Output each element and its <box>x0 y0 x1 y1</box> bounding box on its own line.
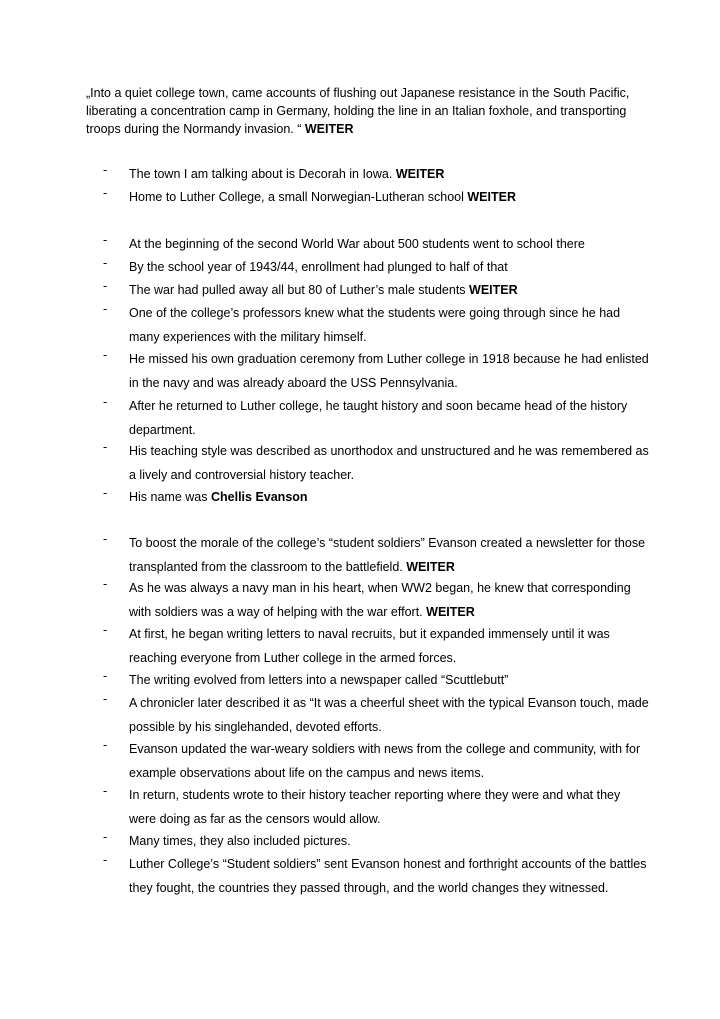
bullet-dash: - <box>103 669 108 683</box>
list-item-text: The war had pulled away all but 80 of Luther’s male students WEITER <box>129 283 518 297</box>
bullet-dash: - <box>103 577 108 591</box>
list-item-text: Many times, they also included pictures. <box>129 834 351 848</box>
intro-paragraph <box>86 84 646 138</box>
intro-text: „Into a quiet college town, came accounts of flushing out Japanese resistance in the South Pacific, liberating a concentration camp in Germany, holding the line in an Italian foxhole, and transporting troops during the Normandy invasion. “ <box>86 86 630 136</box>
bullet-dash: - <box>103 348 108 362</box>
bullet-dash: - <box>103 186 108 200</box>
bullet-dash: - <box>103 692 108 706</box>
list-item-text: His name was Chellis Evanson <box>129 490 308 504</box>
bullet-dash: - <box>103 302 108 316</box>
bullet-dash: - <box>103 256 108 270</box>
bullet-dash: - <box>103 784 108 798</box>
bullet-dash: - <box>103 830 108 844</box>
list-item-text: A chronicler later described it as “It was a cheerful sheet with the typical Evanson touch, made possible by his singlehanded, devoted efforts. <box>129 696 649 734</box>
bullet-dash: - <box>103 486 108 500</box>
list-item-text: To boost the morale of the college’s “student soldiers” Evanson created a newsletter for those transplanted from the classroom to the battlefield. WEITER <box>129 536 646 574</box>
list-item-text: Evanson updated the war-weary soldiers with news from the college and community, with for example observations about life on the campus and news items. <box>129 742 641 780</box>
list-item-text: Luther College’s “Student soldiers” sent Evanson honest and forthright accounts of the battles they fought, the countries they passed through, and the world changes they witnessed. <box>129 857 647 895</box>
list-item-text: As he was always a navy man in his heart, when WW2 began, he knew that corresponding with soldiers was a way of helping with the war effort. WEITER <box>129 581 631 619</box>
bullet-dash: - <box>103 395 108 409</box>
list-item-text: Home to Luther College, a small Norwegian-Lutheran school WEITER <box>129 190 516 204</box>
intro-weiter: WEITER <box>304 122 354 136</box>
bullet-dash: - <box>103 279 108 293</box>
bullet-dash: - <box>103 163 108 177</box>
list-item-text: His teaching style was described as unorthodox and unstructured and he was remembered as a lively and controversial history teacher. <box>129 444 649 482</box>
bullet-dash: - <box>103 440 108 454</box>
list-item-text: He missed his own graduation ceremony from Luther college in 1918 because he had enlisted in the navy and was already aboard the USS Pennsylvania. <box>129 352 649 390</box>
list-item-text: After he returned to Luther college, he taught history and soon became head of the history department. <box>129 399 628 437</box>
bullet-dash: - <box>103 853 108 867</box>
list-item-text: At first, he began writing letters to naval recruits, but it expanded immensely until it was reaching everyone from Luther college in the armed forces. <box>129 627 610 665</box>
bullet-dash: - <box>103 738 108 752</box>
list-item-text: One of the college’s professors knew what the students were going through since he had many experiences with the military himself. <box>129 306 621 344</box>
list-item-text: The town I am talking about is Decorah in Iowa. WEITER <box>129 167 445 181</box>
bullet-dash: - <box>103 623 108 637</box>
list-item-text: At the beginning of the second World War about 500 students went to school there <box>129 237 585 251</box>
bullet-dash: - <box>103 532 108 546</box>
list-item-text: In return, students wrote to their history teacher reporting where they were and what they were doing as far as the censors would allow. <box>129 788 621 826</box>
list-item-text: By the school year of 1943/44, enrollment had plunged to half of that <box>129 260 508 274</box>
bullet-dash: - <box>103 233 108 247</box>
list-item-text: The writing evolved from letters into a newspaper called “Scuttlebutt” <box>129 673 509 687</box>
